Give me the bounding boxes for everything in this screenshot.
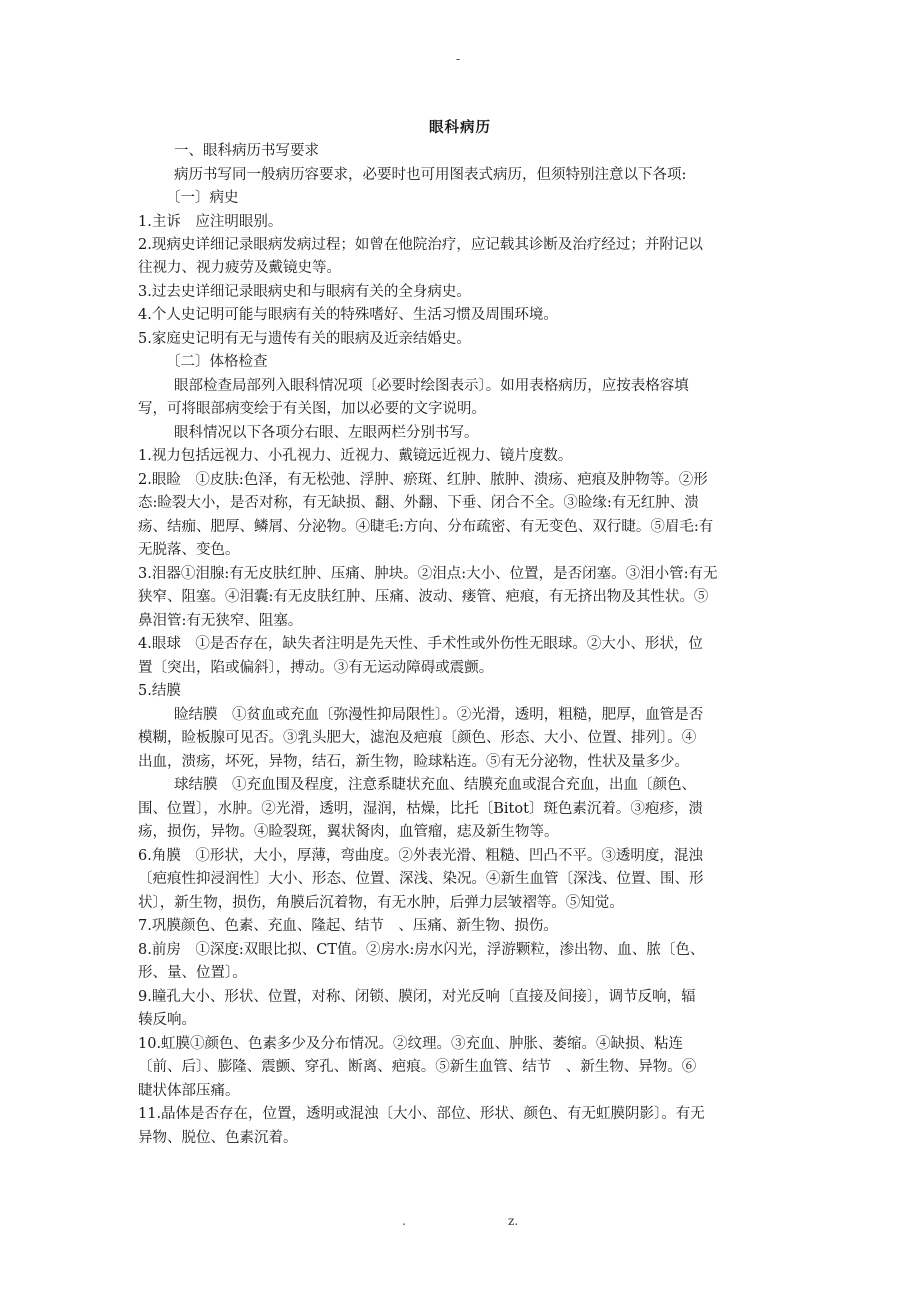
text-line: 8.前房 ①深度:双眼比拟、CT值。②房水:房水闪光，浮游颗粒，渗出物、血、脓〔色、 [138,942,705,958]
footer-right-mark: z. [508,1214,519,1228]
text-line: 往视力、视力疲劳及戴镜史等。 [138,260,341,276]
text-line: 出血，溃疡，坏死，异物，结石，新生物，睑球粘连。⑤有无分泌物，性状及量多少。 [138,754,689,770]
text-line: 眼部检查局部列入眼科情况项〔必要时绘图表示〕。如用表格病历，应按表格容填 [174,378,689,394]
subsection-heading-history: 〔一〕病史 [166,190,239,206]
text-line: 置〔突出，陷或偏斜〕，搏动。③有无运动障碍或震颤。 [138,660,494,676]
text-line: 态:睑裂大小，是否对称，有无缺损、翻、外翻、下垂、闭合不全。③睑缘:有无红肿、溃 [138,495,699,511]
text-line: 模糊，睑板腺可见否。③乳头肥大，滤泡及疤痕〔颜色、形态、大小、位置、排列〕。④ [138,730,697,746]
text-line: 狭窄、阻塞。④泪囊:有无皮肤红肿、压痛、波动、瘘管、疤痕，有无挤出物及其性状。⑤ [138,589,709,605]
text-line: 围、位置〕，水肿。②光滑，透明，湿润，枯燥，比托〔Bitot〕斑色素沉着。③疱疹，溃 [138,801,703,817]
text-line: 状〕，新生物，损伤，角膜后沉着物，有无水肿，后弹力层皱褶等。⑤知觉。 [138,895,624,911]
text-line: 4.个人史记明可能与眼病有关的特殊嗜好、生活习惯及周围环境。 [138,307,558,323]
text-line: 辏反响。 [138,1012,196,1028]
page-top-mark: - [456,52,461,66]
text-line: 11.晶体是否存在，位置，透明或混浊〔大小、部位、形状、颜色、有无虹膜阴影〕。有无 [138,1106,705,1122]
section-heading: 一、眼科病历书写要求 [174,143,319,159]
text-line: 睑结膜 ①贫血或充血〔弥漫性抑局限性〕。②光滑，透明，粗糙，肥厚，血管是否 [174,707,704,723]
text-line: 无脱落、变色。 [138,542,240,558]
text-line: 4.眼球 ①是否存在，缺失者注明是先天性、手术性或外伤性无眼球。②大小、形状，位 [138,636,703,652]
text-line: 1.主诉 应注明眼别。 [138,214,283,230]
text-line: 2.眼睑 ①皮肤:色泽，有无松弛、浮肿、瘀斑、红肿、脓肿、溃疡、疤痕及肿物等。②形 [138,472,708,488]
text-line: 10.虹膜①颜色、色素多少及分布情况。②纹理。③充血、肿胀、萎缩。④缺损、粘连 [138,1036,684,1052]
text-line: 5.家庭史记明有无与遗传有关的眼病及近亲结婚史。 [138,331,471,347]
footer-left-mark: . [402,1214,406,1228]
text-line: 写，可将眼部病变绘于有关图，加以必要的文字说明。 [138,401,486,417]
text-line: 形、量、位置〕。 [138,965,247,981]
text-line: 眼科情况以下各项分右眼、左眼两栏分别书写。 [174,425,479,441]
text-line: 5.结膜 [138,683,181,699]
text-line: 睫状体部压痛。 [138,1083,240,1099]
text-line: 鼻泪管:有无狭窄、阻塞。 [138,613,303,629]
text-line: 3.过去史详细记录眼病史和与眼病有关的全身病史。 [138,284,471,300]
text-line: 异物、脱位、色素沉着。 [138,1130,298,1146]
text-line: 7.巩膜颜色、色素、充血、隆起、结节 、压痛、新生物、损伤。 [138,918,558,934]
text-line: 9.瞳孔大小、形状、位置，对称、闭锁、膜闭，对光反响〔直接及间接〕，调节反响，辐 [138,989,696,1005]
intro-paragraph: 病历书写同一般病历容要求，必要时也可用图表式病历，但须特别注意以下各项: [174,167,687,183]
text-line: 2.现病史详细记录眼病发病过程；如曾在他院治疗，应记载其诊断及治疗经过；并附记以 [138,237,703,253]
text-line: 〔前、后〕、膨隆、震颤、穿孔、断离、疤痕。⑤新生血管、结节 、新生物、异物。⑥ [138,1059,697,1075]
text-line: 6.角膜 ①形状，大小，厚薄，弯曲度。②外表光滑、粗糙、凹凸不平。③透明度，混浊 [138,848,703,864]
text-line: 疡、结痂、肥厚、鳞屑、分泌物。④睫毛:方向、分布疏密、有无变色、双行睫。⑤眉毛:有 [138,519,714,535]
text-line: 球结膜 ①充血围及程度，注意系睫状充血、结膜充血或混合充血，出血〔颜色、 [174,777,696,793]
text-line: 3.泪器①泪腺:有无皮肤红肿、压痛、肿块。②泪点:大小、位置，是否闭塞。③泪小管:有无 [138,566,718,582]
subsection-heading-exam: 〔二〕体格检查 [166,354,268,370]
text-line: 疡，损伤，异物。④睑裂斑，翼状胬肉，血管瘤，痣及新生物等。 [138,824,559,840]
text-line: 1.视力包括远视力、小孔视力、近视力、戴镜远近视力、镜片度数。 [138,448,573,464]
text-line: 〔疤痕性抑浸润性〕大小、形态、位置、深浅、染况。④新生血管〔深浅、位置、围、形 [138,871,704,887]
page-title: 眼科病历 [429,119,491,136]
